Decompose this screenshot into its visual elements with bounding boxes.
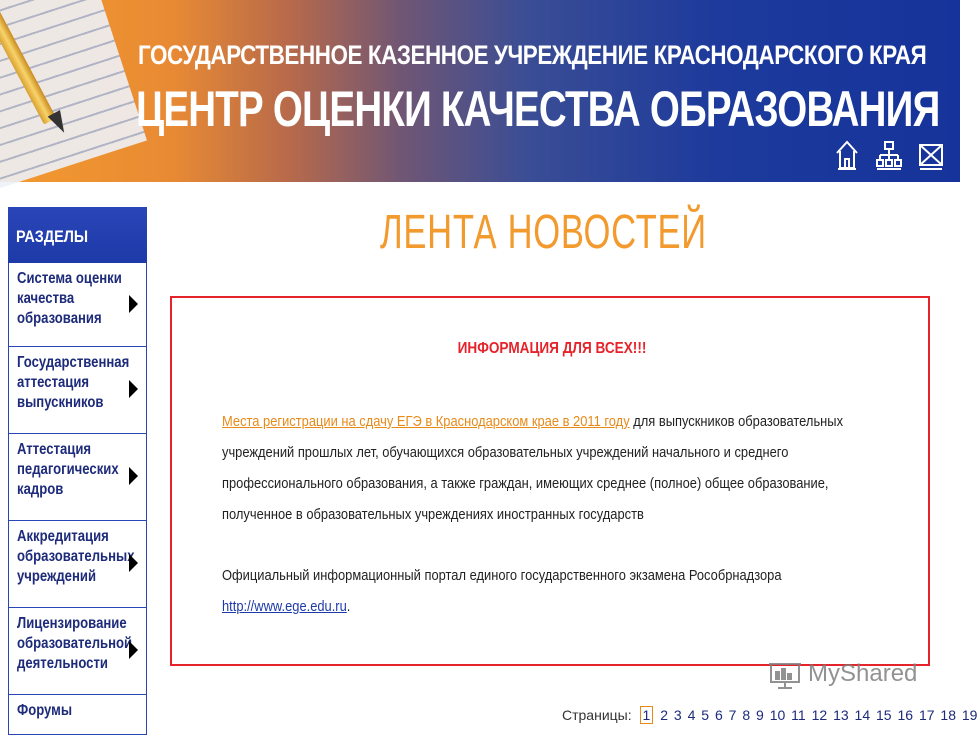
arrow-right-icon: [129, 641, 138, 659]
paper-illustration: [0, 0, 147, 190]
pagination-current-page[interactable]: 1: [640, 706, 654, 724]
sidebar-item-quality-assessment[interactable]: [8, 263, 147, 347]
sidebar-item-label: Аттестация педагогических кадров: [17, 441, 119, 498]
pagination-label: Страницы:: [562, 707, 632, 723]
sidebar-item-label: Аккредитация образовательных учреждений: [17, 528, 135, 585]
sidebar-title: РАЗДЕЛЫ: [8, 207, 147, 263]
header-banner: [0, 0, 960, 182]
page-title: ЛЕНТА НОВОСТЕЙ: [380, 206, 707, 259]
sidebar-item-label: Система оценки качества образования: [17, 270, 122, 327]
pagination-page-link[interactable]: 3: [673, 707, 682, 723]
pagination-page-link[interactable]: 8: [742, 707, 751, 723]
pagination-page-link[interactable]: 15: [876, 707, 892, 723]
pagination-page-link[interactable]: 17: [918, 707, 935, 723]
sidebar-item-teacher-certification[interactable]: [8, 434, 147, 521]
pagination-page-link[interactable]: 14: [854, 707, 871, 723]
home-icon[interactable]: [834, 139, 860, 171]
paragraph-text: для выпускников образовательных: [629, 413, 844, 430]
sidebar-item-label: Лицензирование образовательной деятельности: [17, 615, 133, 672]
paragraph-line: [222, 406, 844, 437]
presentation-icon: [768, 660, 802, 690]
news-info-box: [170, 296, 930, 666]
pagination-page-link[interactable]: 7: [728, 707, 737, 723]
pagination-page-link[interactable]: 5: [701, 707, 710, 723]
pagination: [562, 706, 979, 724]
pagination-page-link[interactable]: 2: [660, 707, 668, 723]
sidebar-item-accreditation[interactable]: [8, 521, 147, 608]
organization-line: ГОСУДАРСТВЕННОЕ КАЗЕННОЕ УЧРЕЖДЕНИЕ КРАСНОДАРСКОГО КРАЯ: [138, 40, 927, 70]
paragraph-line: учреждений прошлых лет, обучающихся образовательных учреждений начального и среднего: [222, 444, 789, 461]
paragraph-line: Официальный информационный портал единого государственного экзамена Рособрнадзора: [222, 567, 782, 584]
registration-link[interactable]: Места регистрации на сдачу ЕГЭ в Краснодарском крае в 2011 году: [222, 413, 630, 430]
news-paragraph-registration: [222, 406, 922, 530]
paragraph-line: полученное в образовательных учреждениях иностранных государств: [222, 506, 644, 523]
sidebar-item-label: Форумы: [17, 702, 73, 719]
pagination-page-link[interactable]: 11: [791, 707, 806, 723]
pagination-page-link[interactable]: 19: [961, 707, 978, 723]
paragraph-text: .: [346, 598, 351, 615]
sidebar-item-state-certification[interactable]: [8, 347, 147, 434]
arrow-right-icon: [129, 554, 138, 572]
arrow-right-icon: [129, 380, 138, 398]
sidebar-nav: [4, 207, 147, 720]
pagination-page-link[interactable]: 6: [714, 707, 723, 723]
watermark-text: MyShared: [808, 660, 918, 687]
ege-portal-link[interactable]: http://www.ege.edu.ru: [222, 598, 347, 615]
pagination-page-link[interactable]: 16: [897, 707, 914, 723]
sidebar-item-label: Государственная аттестация выпускников: [17, 354, 130, 411]
pagination-page-link[interactable]: 10: [769, 707, 786, 723]
sidebar-item-forums[interactable]: [8, 695, 147, 735]
news-paragraph-portal: [222, 560, 922, 622]
paragraph-line: [222, 591, 824, 622]
site-title: ЦЕНТР ОЦЕНКИ КАЧЕСТВА ОБРАЗОВАНИЯ: [136, 81, 940, 137]
pagination-page-link[interactable]: 12: [811, 707, 828, 723]
info-heading: ИНФОРМАЦИЯ ДЛЯ ВСЕХ!!!: [457, 340, 647, 357]
arrow-right-icon: [129, 295, 138, 313]
pagination-page-link[interactable]: 13: [833, 707, 849, 723]
pagination-pages: [660, 707, 979, 723]
sitemap-icon[interactable]: [876, 139, 902, 171]
pagination-page-link[interactable]: 4: [687, 707, 696, 723]
pagination-page-link[interactable]: 9: [756, 707, 764, 723]
sidebar-item-licensing[interactable]: [8, 608, 147, 695]
paragraph-line: профессионального образования, а также граждан, имеющих среднее (полное) общее образование,: [222, 475, 829, 492]
pagination-page-link[interactable]: 18: [940, 707, 956, 723]
mail-icon[interactable]: [918, 139, 944, 171]
arrow-right-icon: [129, 467, 138, 485]
myshared-watermark: [768, 658, 928, 692]
